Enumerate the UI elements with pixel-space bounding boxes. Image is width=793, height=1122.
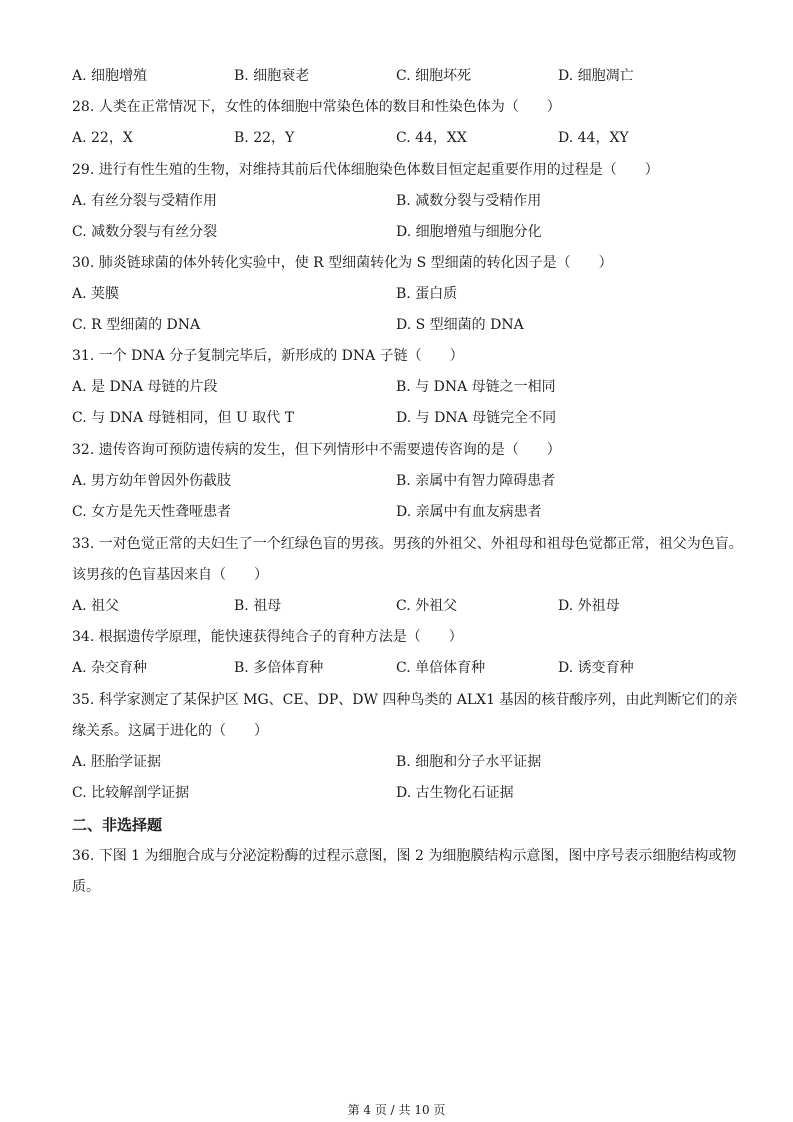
option-d: D. 亲属中有血友病患者	[396, 504, 542, 520]
option-b: B. 细胞衰老	[234, 68, 310, 84]
option-a: A. 是 DNA 母链的片段	[72, 379, 218, 395]
option-c: C. 单倍体育种	[396, 660, 486, 676]
section-title: 二、非选择题	[72, 816, 163, 834]
q33-stem-line1: 33. 一对色觉正常的夫妇生了一个红绿色盲的男孩。男孩的外祖父、外祖母和祖母色觉都正常，祖父为色盲。	[72, 536, 743, 552]
q28-stem: 28. 人类在正常情况下，女性的体细胞中常染色体的数目和性染色体为（ ）	[72, 99, 561, 115]
option-d: D. 44，XY	[558, 130, 629, 146]
option-a: A. 有丝分裂与受精作用	[72, 193, 218, 209]
option-a: A. 杂交育种	[72, 660, 148, 676]
q30-stem: 30. 肺炎链球菌的体外转化实验中，使 R 型细菌转化为 S 型细菌的转化因子是（ ）	[72, 255, 613, 271]
option-a: A. 荚膜	[72, 286, 120, 302]
q31-stem: 31. 一个 DNA 分子复制完毕后，新形成的 DNA 子链（ ）	[72, 348, 464, 364]
q35-stem-line1: 35. 科学家测定了某保护区 MG、CE、DP、DW 四种鸟类的 ALX1 基因的核苷酸序列，由此判断它们的亲	[72, 692, 738, 708]
q35-options-row1	[72, 752, 727, 772]
q35-options-row2	[72, 783, 727, 803]
option-d: D. 古生物化石证据	[396, 785, 514, 801]
q29-options-row1	[72, 191, 727, 211]
q29-stem: 29. 进行有性生殖的生物，对维持其前后代体细胞染色体数目恒定起重要作用的过程是（ ）	[72, 162, 659, 178]
option-a: A. 男方幼年曾因外伤截肢	[72, 473, 232, 489]
q29-options-row2	[72, 222, 727, 242]
q33-options	[72, 596, 727, 616]
q34-options	[72, 658, 727, 678]
option-a: A. 祖父	[72, 598, 120, 614]
q28-options	[72, 128, 727, 148]
option-b: B. 亲属中有智力障碍患者	[396, 473, 556, 489]
q36-stem-line1: 36. 下图 1 为细胞合成与分泌淀粉酶的过程示意图，图 2 为细胞膜结构示意图，图中序号表示细胞结构或物	[72, 848, 737, 864]
option-c: C. 与 DNA 母链相同，但 U 取代 T	[72, 410, 295, 426]
q30-options-row2	[72, 315, 727, 335]
option-c: C. 减数分裂与有丝分裂	[72, 224, 218, 240]
q32-stem: 32. 遗传咨询可预防遗传病的发生，但下列情形中不需要遗传咨询的是（ ）	[72, 442, 561, 458]
option-d: D. S 型细菌的 DNA	[396, 317, 524, 333]
option-d: D. 细胞增殖与细胞分化	[396, 224, 542, 240]
q30-options-row1	[72, 284, 727, 304]
q31-options-row1	[72, 377, 727, 397]
option-c: C. R 型细菌的 DNA	[72, 317, 201, 333]
option-c: C. 44，XX	[396, 130, 467, 146]
option-c: C. 女方是先天性聋哑患者	[72, 504, 232, 520]
option-b: B. 细胞和分子水平证据	[396, 754, 542, 770]
q32-options-row2	[72, 502, 727, 522]
option-a: A. 22，X	[72, 130, 133, 146]
option-b: B. 祖母	[234, 598, 282, 614]
option-c: C. 比较解剖学证据	[72, 785, 190, 801]
q31-options-row2	[72, 408, 727, 428]
page-footer: 第 4 页 / 共 10 页	[347, 1103, 446, 1117]
q35-stem-line2: 缘关系。这属于进化的（ ）	[72, 723, 268, 739]
option-b: B. 多倍体育种	[234, 660, 324, 676]
q33-stem-line2: 该男孩的色盲基因来自（ ）	[72, 567, 268, 583]
option-d: D. 细胞凋亡	[558, 68, 634, 84]
option-d: D. 外祖母	[558, 598, 620, 614]
option-c: C. 外祖父	[396, 598, 458, 614]
option-b: B. 蛋白质	[396, 286, 458, 302]
q36-stem-line2: 质。	[72, 879, 100, 895]
q27-options	[72, 66, 727, 86]
option-d: D. 与 DNA 母链完全不同	[396, 410, 557, 426]
option-b: B. 减数分裂与受精作用	[396, 193, 542, 209]
option-b: B. 与 DNA 母链之一相同	[396, 379, 556, 395]
q32-options-row1	[72, 471, 727, 491]
option-a: A. 胚胎学证据	[72, 754, 162, 770]
q34-stem: 34. 根据遗传学原理，能快速获得纯合子的育种方法是（ ）	[72, 629, 463, 645]
option-d: D. 诱变育种	[558, 660, 634, 676]
option-b: B. 22，Y	[234, 130, 295, 146]
option-c: C. 细胞坏死	[396, 68, 472, 84]
option-a: A. 细胞增殖	[72, 68, 148, 84]
